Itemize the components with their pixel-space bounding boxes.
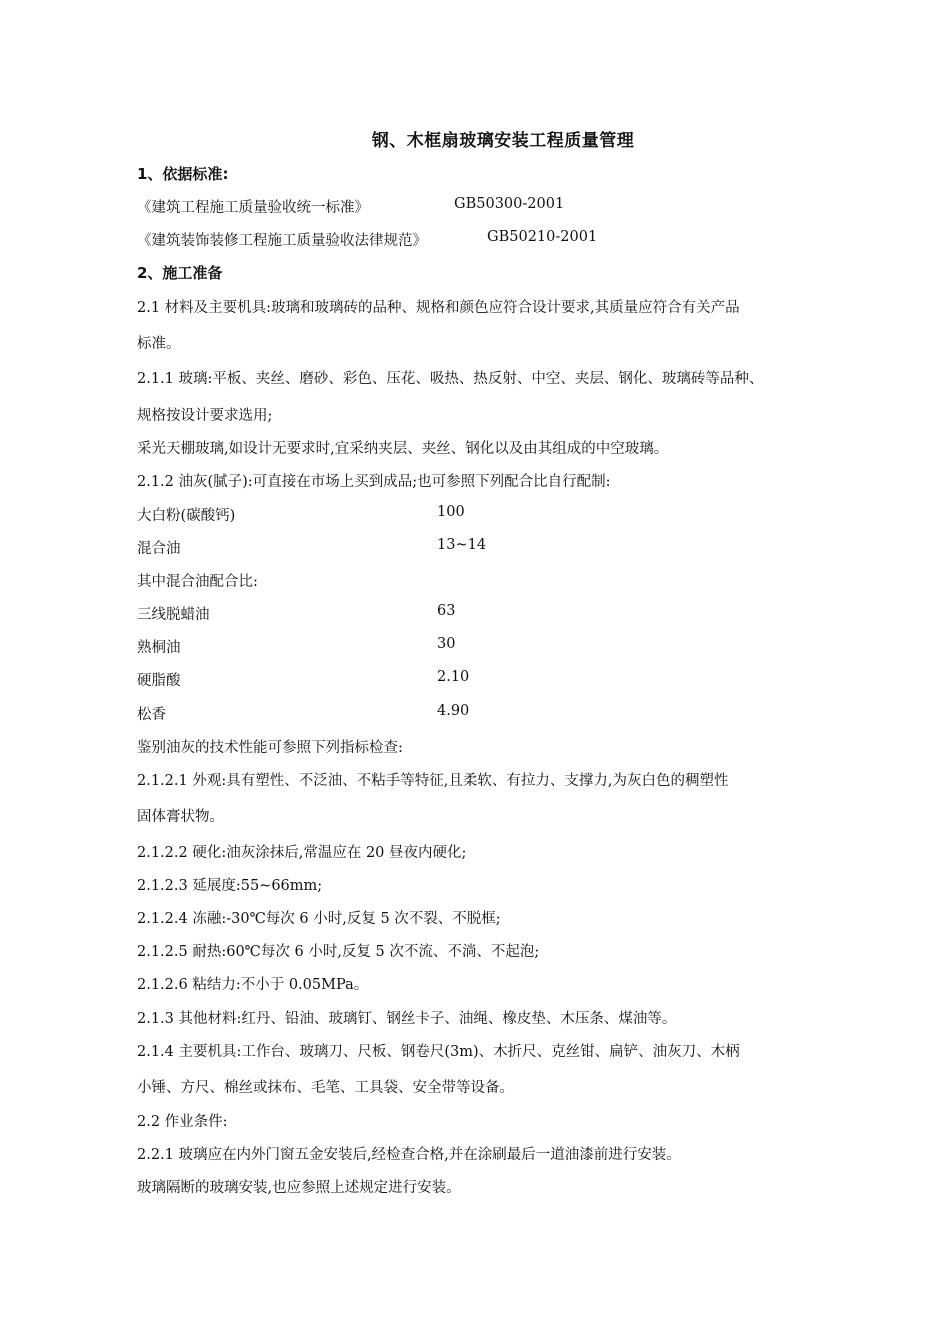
paragraph-2-1-4-line2: 小锤、方尺、棉丝或抹布、毛笔、工具袋、安全带等设备。 xyxy=(137,1080,514,1096)
mix2-row-1-name: 三线脱蜡油 xyxy=(137,607,210,623)
section-1-heading: 1、依据标准: xyxy=(137,165,229,183)
mix2-row-1-value: 63 xyxy=(437,603,456,619)
mix1-row-2-name: 混合油 xyxy=(137,541,181,557)
mix1-row-1-name: 大白粉(碳酸钙) xyxy=(137,508,236,524)
paragraph-2-1-line1: 2.1 材料及主要机具:玻璃和玻璃砖的品种、规格和颜色应符合设计要求,其质量应符合有关产品 xyxy=(137,300,740,316)
paragraph-2-1-line2: 标准。 xyxy=(137,336,181,352)
paragraph-2-1-1-line1: 2.1.1 玻璃:平板、夹丝、磨砂、彩色、压花、吸热、热反射、中空、夹层、钢化、玻璃砖等品种、 xyxy=(137,371,764,387)
standard-1-code: GB50300-2001 xyxy=(454,196,565,212)
paragraph-2-2: 2.2 作业条件: xyxy=(137,1114,228,1130)
paragraph-2-1-2-5: 2.1.2.5 耐热:60℃每次 6 小时,反复 5 次不流、不淌、不起泡; xyxy=(137,944,540,960)
paragraph-mix-oil: 其中混合油配合比: xyxy=(137,574,258,590)
document-title: 钢、木框扇玻璃安装工程质量管理 xyxy=(371,131,635,151)
mix2-row-2-name: 熟桐油 xyxy=(137,640,181,656)
paragraph-2-1-2-1-line2: 固体膏状物。 xyxy=(137,809,224,825)
mix2-row-4-name: 松香 xyxy=(137,707,166,723)
paragraph-2-1-2-4: 2.1.2.4 冻融:-30℃每次 6 小时,反复 5 次不裂、不脱框; xyxy=(137,911,501,927)
paragraph-2-1-2-6: 2.1.2.6 粘结力:不小于 0.05MPa。 xyxy=(137,977,369,993)
paragraph-2-1-1-line2: 规格按设计要求选用; xyxy=(137,408,273,424)
section-2-heading: 2、施工准备 xyxy=(137,264,223,282)
mix2-row-3-name: 硬脂酸 xyxy=(137,673,181,689)
mix1-row-1-value: 100 xyxy=(437,504,465,520)
paragraph-2-1-2-3: 2.1.2.3 延展度:55~66mm; xyxy=(137,878,323,894)
paragraph-2-2-1: 2.2.1 玻璃应在内外门窗五金安装后,经检查合格,并在涂刷最后一道油漆前进行安装。 xyxy=(137,1147,681,1163)
paragraph-2-1-4-line1: 2.1.4 主要机具:工作台、玻璃刀、尺板、钢卷尺(3m)、木折尺、克丝钳、扁铲、油灰刀、木柄 xyxy=(137,1044,740,1060)
standard-1-name: 《建筑工程施工质量验收统一标准》 xyxy=(137,200,369,216)
mix2-row-4-value: 4.90 xyxy=(437,703,470,719)
mix1-row-2-value: 13~14 xyxy=(437,537,487,553)
paragraph-partition: 玻璃隔断的玻璃安装,也应参照上述规定进行安装。 xyxy=(137,1180,461,1196)
paragraph-skylight: 采光天棚玻璃,如设计无要求时,宜采纳夹层、夹丝、钢化以及由其组成的中空玻璃。 xyxy=(137,441,669,457)
paragraph-identify: 鉴别油灰的技术性能可参照下列指标检查: xyxy=(137,740,403,756)
paragraph-2-1-2-1-line1: 2.1.2.1 外观:具有塑性、不泛油、不粘手等特征,且柔软、有拉力、支撑力,为灰白色的稠塑性 xyxy=(137,773,729,789)
paragraph-2-1-2: 2.1.2 油灰(腻子):可直接在市场上买到成品;也可参照下列配合比自行配制: xyxy=(137,474,611,490)
paragraph-2-1-2-2: 2.1.2.2 硬化:油灰涂抹后,常温应在 20 昼夜内硬化; xyxy=(137,845,467,861)
standard-2-code: GB50210-2001 xyxy=(487,229,598,245)
standard-2-name: 《建筑装饰装修工程施工质量验收法律规范》 xyxy=(137,233,427,249)
mix2-row-2-value: 30 xyxy=(437,636,456,652)
paragraph-2-1-3: 2.1.3 其他材料:红丹、铅油、玻璃钉、钢丝卡子、油绳、橡皮垫、木压条、煤油等。 xyxy=(137,1011,677,1027)
mix2-row-3-value: 2.10 xyxy=(437,669,470,685)
